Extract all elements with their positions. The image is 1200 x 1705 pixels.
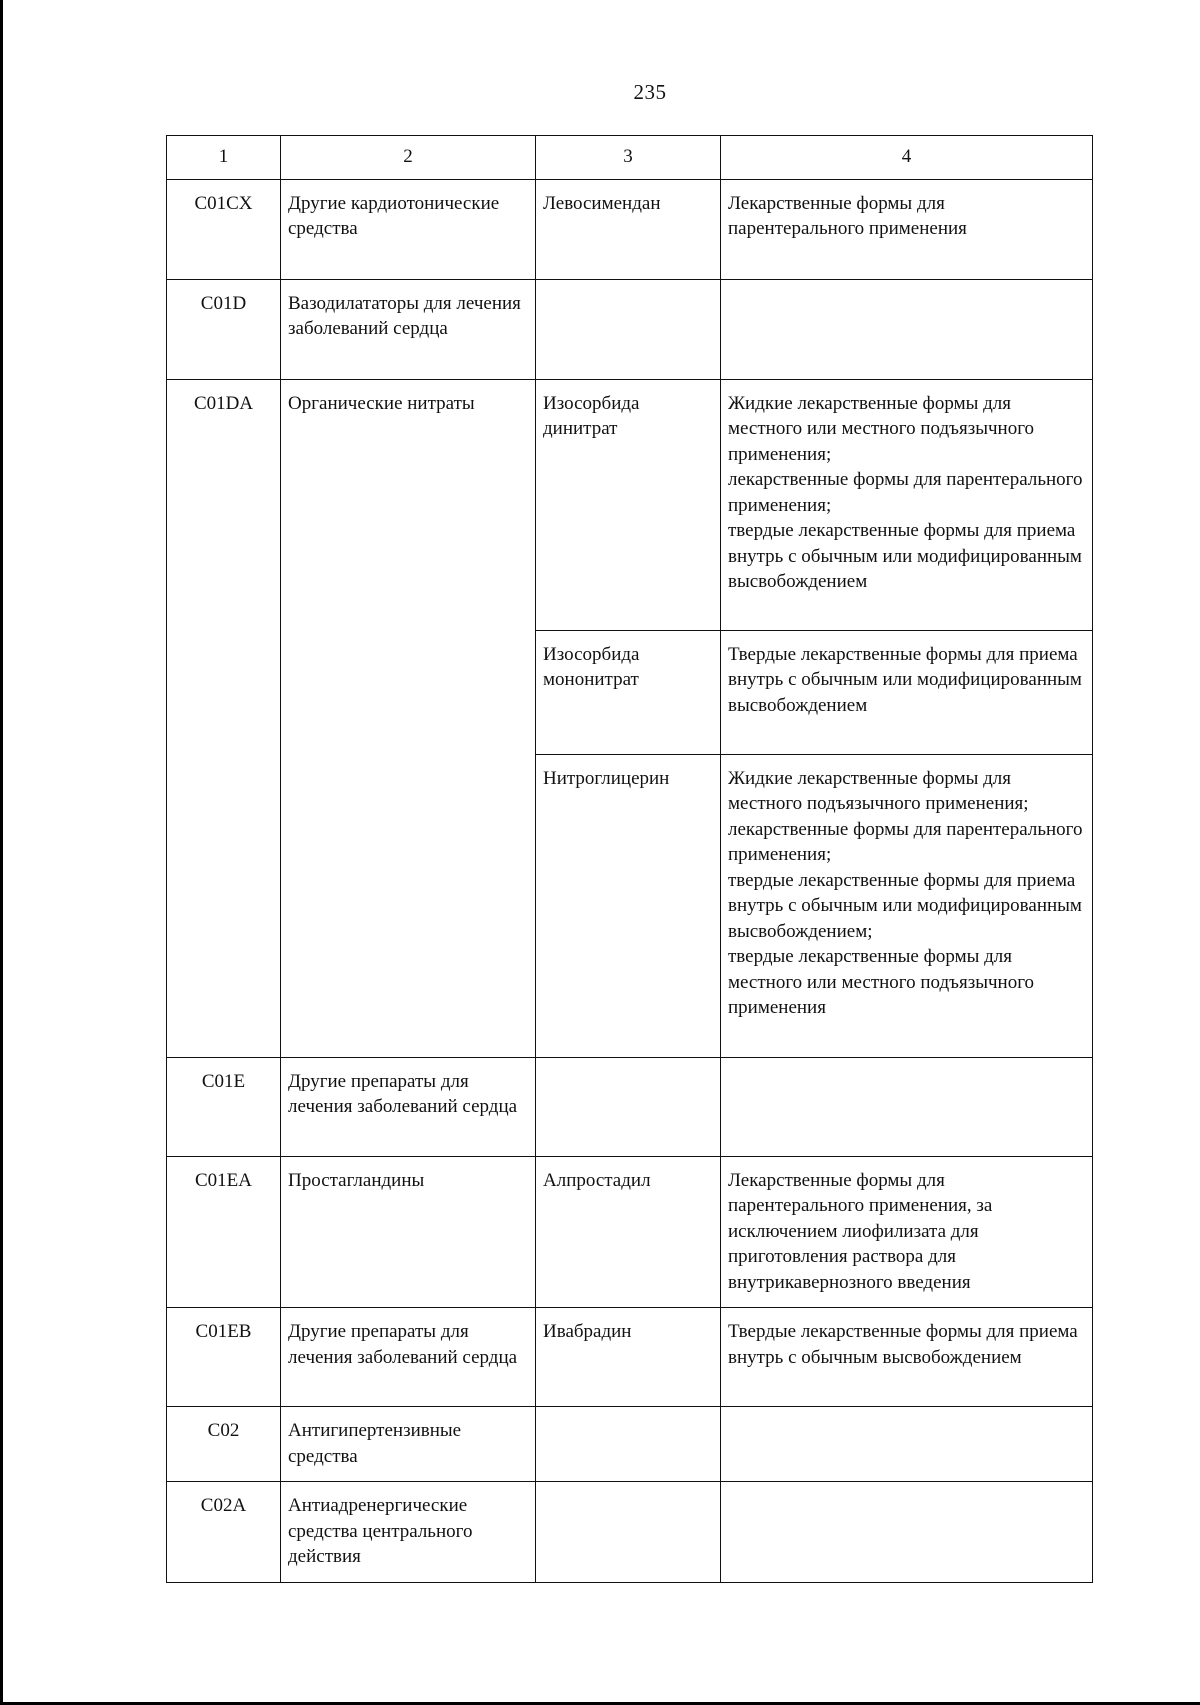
atc-group: Другие кардиотонические средства bbox=[281, 179, 536, 279]
dosage-form bbox=[721, 1057, 1093, 1156]
drug-name: Изосорбида динитрат bbox=[536, 379, 721, 630]
atc-group: Простагландины bbox=[281, 1156, 536, 1308]
dosage-form bbox=[721, 279, 1093, 379]
drug-name: Нитроглицерин bbox=[536, 754, 721, 1057]
table-row-c01da bbox=[167, 379, 1093, 630]
drug-table bbox=[166, 135, 1093, 1583]
dosage-form: Лекарственные формы для парентерального применения bbox=[721, 179, 1093, 279]
column-header-3: 3 bbox=[536, 136, 721, 180]
atc-code: C01E bbox=[167, 1057, 281, 1156]
dosage-form bbox=[721, 1407, 1093, 1482]
header-row bbox=[167, 136, 1093, 180]
atc-code: C01EA bbox=[167, 1156, 281, 1308]
dosage-form: Лекарственные формы для парентерального применения, за исключением лиофилизата для приготовления раствора для внутрикавернозного введения bbox=[721, 1156, 1093, 1308]
table-header bbox=[167, 136, 1093, 180]
atc-code: C01D bbox=[167, 279, 281, 379]
drug-name bbox=[536, 1057, 721, 1156]
atc-group: Органические нитраты bbox=[281, 379, 536, 1057]
drug-name bbox=[536, 279, 721, 379]
column-header-2: 2 bbox=[281, 136, 536, 180]
table-row-c01ea bbox=[167, 1156, 1093, 1308]
drug-name bbox=[536, 1482, 721, 1583]
table-row-c01eb bbox=[167, 1308, 1093, 1407]
dosage-form: Жидкие лекарственные формы для местного или местного подъязычного применения; лекарственные формы для парентерального применения; твердые лекарственные формы для приема внутрь с обычным или модифицированным высвобождением bbox=[721, 379, 1093, 630]
drug-name bbox=[536, 1407, 721, 1482]
atc-group: Антигипертензивные средства bbox=[281, 1407, 536, 1482]
dosage-form: Твердые лекарственные формы для приема внутрь с обычным высвобождением bbox=[721, 1308, 1093, 1407]
table-row-c01cx bbox=[167, 179, 1093, 279]
column-header-4: 4 bbox=[721, 136, 1093, 180]
table-row-c01d bbox=[167, 279, 1093, 379]
table-row-c01e bbox=[167, 1057, 1093, 1156]
table-row-c02a bbox=[167, 1482, 1093, 1583]
atc-code: C01DA bbox=[167, 379, 281, 1057]
drug-name: Алпростадил bbox=[536, 1156, 721, 1308]
atc-group: Другие препараты для лечения заболеваний сердца bbox=[281, 1057, 536, 1156]
atc-code: C02 bbox=[167, 1407, 281, 1482]
page-number: 235 bbox=[633, 80, 667, 104]
drug-name: Ивабрадин bbox=[536, 1308, 721, 1407]
atc-code: C02A bbox=[167, 1482, 281, 1583]
scan-left-edge bbox=[0, 0, 3, 1705]
atc-group: Другие препараты для лечения заболеваний сердца bbox=[281, 1308, 536, 1407]
table-row-c02 bbox=[167, 1407, 1093, 1482]
dosage-form: Твердые лекарственные формы для приема внутрь с обычным или модифицированным высвобождением bbox=[721, 630, 1093, 754]
drug-name: Левосимендан bbox=[536, 179, 721, 279]
table-body bbox=[167, 179, 1093, 1582]
dosage-form bbox=[721, 1482, 1093, 1583]
atc-group: Антиадренергические средства центрального действия bbox=[281, 1482, 536, 1583]
drug-name: Изосорбида мононитрат bbox=[536, 630, 721, 754]
atc-group: Вазодилататоры для лечения заболеваний сердца bbox=[281, 279, 536, 379]
atc-code: C01EB bbox=[167, 1308, 281, 1407]
column-header-1: 1 bbox=[167, 136, 281, 180]
dosage-form: Жидкие лекарственные формы для местного подъязычного применения; лекарственные формы для парентерального применения; твердые лекарственные формы для приема внутрь с обычным или модифицированным высвобождением; твердые лекарственные формы для местного или местного подъязычного применения bbox=[721, 754, 1093, 1057]
atc-code: C01CX bbox=[167, 179, 281, 279]
